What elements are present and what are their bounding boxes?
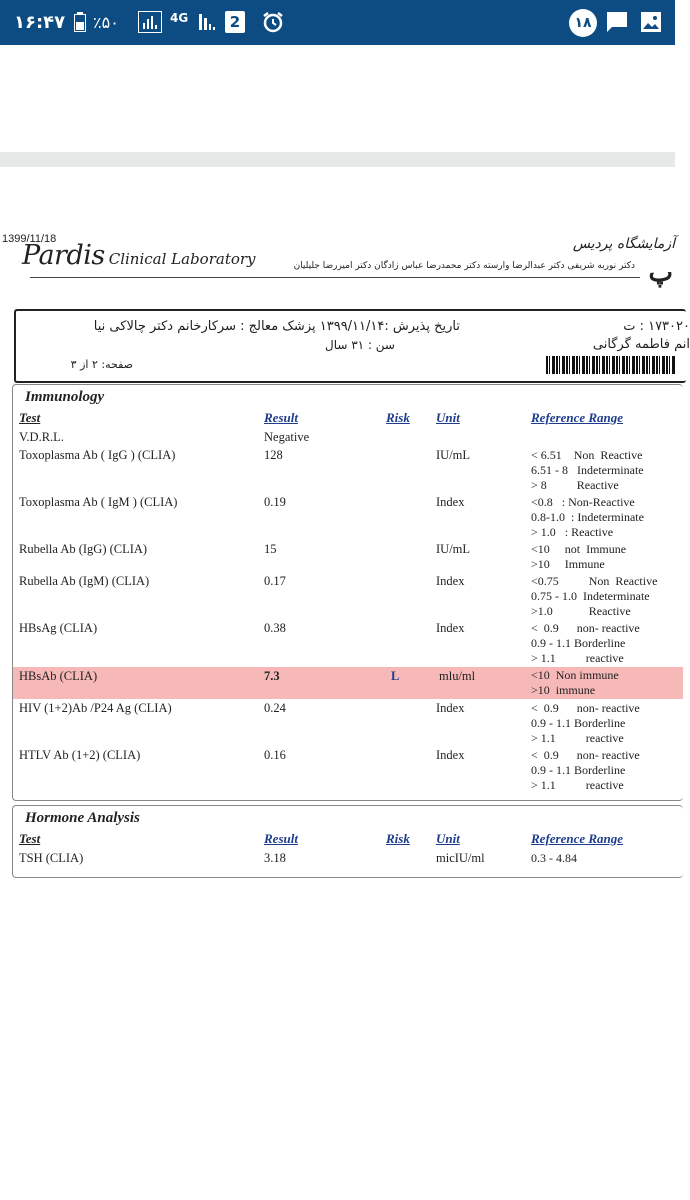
reference-range xyxy=(531,851,577,866)
reference-line: 0.3 - 4.84 xyxy=(531,851,577,865)
reference-line: > 8 Reactive xyxy=(531,478,619,492)
reference-line: 0.8-1.0 : Indeterminate xyxy=(531,510,644,524)
barcode xyxy=(546,356,676,374)
test-result: 128 xyxy=(264,448,283,462)
test-name: HBsAg (CLIA) xyxy=(19,621,98,635)
table-row-flagged xyxy=(13,667,683,699)
reference-range xyxy=(531,701,640,746)
reference-line: >10 Immune xyxy=(531,557,605,571)
risk-flag: L xyxy=(391,669,400,683)
header-result: Result xyxy=(264,410,298,425)
test-result: 0.17 xyxy=(264,574,286,588)
patient-info-box xyxy=(14,309,690,383)
divider-band xyxy=(0,152,675,167)
header-rule xyxy=(30,277,640,278)
lab-logo-mark xyxy=(572,236,675,288)
reference-line: <10 not Immune xyxy=(531,542,627,556)
test-name: V.D.R.L. xyxy=(19,430,64,444)
test-result: 0.16 xyxy=(264,748,286,762)
header-result: Result xyxy=(264,831,298,846)
test-unit: micIU/ml xyxy=(436,851,485,865)
header-test: Test xyxy=(19,410,41,425)
reference-line: < 0.9 non- reactive xyxy=(531,748,640,762)
header-unit: Unit xyxy=(436,410,460,425)
lab-logo xyxy=(22,240,256,271)
header-risk: Risk xyxy=(386,410,410,425)
reference-line: 0.9 - 1.1 Borderline xyxy=(531,636,626,650)
test-name: Rubella Ab (IgG) (CLIA) xyxy=(19,542,148,556)
status-bar xyxy=(0,0,675,45)
lab-name: Pardis xyxy=(22,240,105,271)
reference-line: < 0.9 non- reactive xyxy=(531,701,640,715)
signal-icon xyxy=(138,0,162,45)
test-unit: IU/mL xyxy=(436,448,471,462)
admission-info: تاریخ پذیرش :۱۳۹۹/۱۱/۱۴ پزشک معالج : سرکارخانم دکتر چالاکی نیا xyxy=(93,319,460,334)
reference-range xyxy=(531,495,644,540)
reference-line: >10 immune xyxy=(531,683,596,697)
page-indicator: صفحه: ۲ از ۳ xyxy=(70,358,133,371)
alarm-icon xyxy=(261,0,285,45)
notification-count-badge[interactable]: ۱۸ xyxy=(569,9,597,37)
logo-script: آزمایشگاه پردیس xyxy=(572,236,675,252)
reference-line: <0.8 : Non-Reactive xyxy=(531,495,635,509)
image-icon xyxy=(640,0,662,45)
battery-icon xyxy=(74,0,86,45)
reference-line: 0.9 - 1.1 Borderline xyxy=(531,716,626,730)
reference-range xyxy=(531,668,619,698)
test-result: 0.19 xyxy=(264,495,286,509)
reference-line: <10 Non immune xyxy=(531,668,619,682)
clock: ۱۶:۴۷ xyxy=(14,12,66,33)
header-test: Test xyxy=(19,831,41,846)
test-result: 0.24 xyxy=(264,701,286,715)
patient-age: سن : ۳۱ سال xyxy=(324,338,395,352)
header-risk: Risk xyxy=(386,831,410,846)
header-reference: Reference Range xyxy=(531,410,624,425)
header-unit: Unit xyxy=(436,831,460,846)
reference-line: < 6.51 Non Reactive xyxy=(531,448,643,462)
reference-range xyxy=(531,621,640,666)
reference-range xyxy=(531,448,644,493)
test-result: 15 xyxy=(264,542,277,556)
patient-name: انم فاطمه گرگانی xyxy=(592,337,690,352)
test-result: 7.3 xyxy=(264,669,280,683)
battery-percent: ٪۵۰ xyxy=(93,13,119,32)
reference-line: > 1.1 reactive xyxy=(531,778,624,792)
reference-line: 0.9 - 1.1 Borderline xyxy=(531,763,626,777)
test-name: HBsAb (CLIA) xyxy=(19,669,98,683)
reference-range xyxy=(531,574,657,619)
test-unit: Index xyxy=(436,748,465,762)
sim-badge: 2 xyxy=(225,11,245,33)
test-name: Toxoplasma Ab ( IgM ) (CLIA) xyxy=(19,495,178,509)
test-result: Negative xyxy=(264,430,310,444)
message-icon xyxy=(606,0,628,45)
reference-line: 6.51 - 8 Indeterminate xyxy=(531,463,644,477)
doctors-list: دکتر نوربه شریفی دکتر عبدالرضا وارسته دکتر محمدرضا عباس زادگان دکتر امیررضا جلیلیان xyxy=(293,261,635,271)
header-reference: Reference Range xyxy=(531,831,624,846)
test-unit: Index xyxy=(436,574,465,588)
signal-bars-icon xyxy=(198,0,218,45)
reference-line: <0.75 Non Reactive xyxy=(531,574,658,588)
test-name: Rubella Ab (IgM) (CLIA) xyxy=(19,574,150,588)
test-name: Toxoplasma Ab ( IgG ) (CLIA) xyxy=(19,448,176,462)
section-title: Immunology xyxy=(25,389,105,405)
test-name: TSH (CLIA) xyxy=(19,851,84,865)
test-name: HIV (1+2)Ab /P24 Ag (CLIA) xyxy=(19,701,172,715)
lab-subtitle: Clinical Laboratory xyxy=(108,250,256,268)
reference-line: 0.75 - 1.0 Indeterminate xyxy=(531,589,650,603)
patient-id: ۱۷۳۰۲۰ : ت xyxy=(623,319,690,334)
reference-line: > 1.1 reactive xyxy=(531,731,624,745)
reference-line: > 1.1 reactive xyxy=(531,651,624,665)
section-immunology xyxy=(12,384,683,801)
logo-big: پ xyxy=(648,258,673,288)
network-type: 4G xyxy=(170,11,189,25)
reference-line: > 1.0 : Reactive xyxy=(531,525,614,539)
section-title: Hormone Analysis xyxy=(25,810,140,826)
test-unit: Index xyxy=(436,701,465,715)
report-date: 1399/11/18 xyxy=(2,233,57,245)
test-unit: mlu/ml xyxy=(439,669,476,683)
test-unit: Index xyxy=(436,621,465,635)
test-result: 0.38 xyxy=(264,621,286,635)
reference-range xyxy=(531,542,626,572)
reference-line: >1.0 Reactive xyxy=(531,604,631,618)
test-result: 3.18 xyxy=(264,851,286,865)
lab-report xyxy=(0,230,690,930)
reference-line: < 0.9 non- reactive xyxy=(531,621,640,635)
test-unit: Index xyxy=(436,495,465,509)
test-name: HTLV Ab (1+2) (CLIA) xyxy=(19,748,141,762)
reference-range xyxy=(531,748,640,793)
test-unit: IU/mL xyxy=(436,542,471,556)
section-hormone-analysis xyxy=(12,805,683,878)
